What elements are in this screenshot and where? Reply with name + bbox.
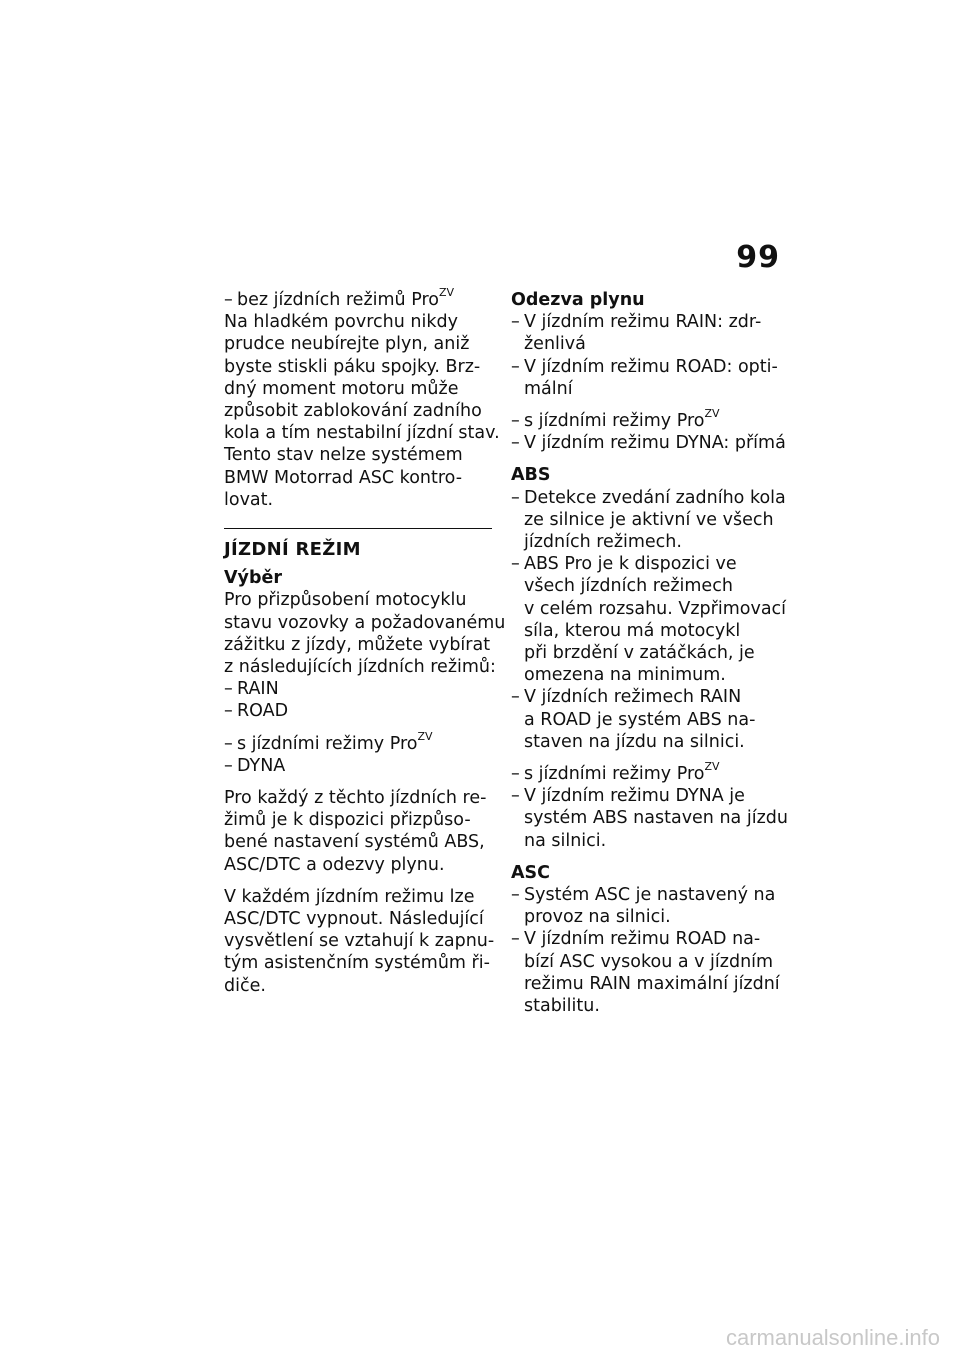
list-item-pro-label: – s jízdními režimy Pro$^{ZV}$ [224, 729, 433, 754]
list-item-pro-no-modes: – bez jízdních režimů Pro$^{ZV}$ [224, 286, 455, 310]
list-item-abs-3: – V jízdních režimech RAIN a ROAD je systém ABS na- staven na jízdu na silnici. [511, 687, 756, 752]
list-item-abs-1: – Detekce zvedání zadního kola ze silnice je aktivní ve všech jízdních režimech. [511, 487, 786, 553]
list-item-rain: – RAIN [224, 679, 279, 700]
list-item-dyna: – DYNA [224, 755, 286, 776]
list-item-road: – ROAD [224, 701, 289, 722]
intro-paragraph: Pro přizpůsobení motocyklu stavu vozovky a požadovanému zážitku z jízdy, můžete vybírat z následujících jízdních režimů: [224, 590, 506, 678]
throttle-title: Odezva plynu [511, 290, 645, 310]
right-column [511, 289, 788, 1017]
section-title: JÍZDNÍ REŽIM [224, 539, 361, 561]
warning-text: Na hladkém povrchu nikdy prudce neubírejte plyn, aniž byste stiskli páku spojky. Brz- dný moment motoru může způsobit zablokování zadního kola a tím nestabilní jízdní stav. Tento stav nelze systémem BMW Motorrad ASC kontro- lovat. [224, 312, 500, 510]
paragraph-asc-dtc: V každém jízdním režimu lze ASC/DTC vypnout. Následující vysvětlení se vztahují k zapnu- tým asistenčním systémům ři- diče. [224, 886, 495, 996]
list-item-abs-2: – ABS Pro je k dispozici ve všech jízdních režimech v celém rozsahu. Vzpřimovací síla, kterou má motocykl při brzdění v zatáčkách, je omezena na minimum. [511, 554, 787, 686]
subsection-title: Výběr [224, 568, 282, 589]
list-item-pro-label: – s jízdními režimy Pro$^{ZV}$ [511, 407, 720, 432]
paragraph-mode-settings: Pro každý z těchto jízdních re- žimů je k dispozici přizpůso- bené nastavení systémů ABS, ASC/DTC a odezvy plynu. [224, 788, 487, 875]
section-divider [224, 528, 492, 529]
page-number: 99 [736, 240, 780, 275]
list-item-pro-label-abs: – s jízdními režimy Pro$^{ZV}$ [511, 760, 720, 785]
list-item-asc-1: – Systém ASC je nastavený na provoz na silnici. [511, 885, 776, 928]
list-item-asc-2: – V jízdním režimu ROAD na- bízí ASC vysokou a v jízdním režimu RAIN maximální jízdní stabilitu. [511, 929, 780, 1017]
left-column [224, 286, 506, 997]
list-item-throttle-road: – V jízdním režimu ROAD: opti- mální [511, 356, 778, 399]
watermark: carmanualsonline.info [725, 1325, 940, 1350]
abs-title: ABS [511, 465, 551, 486]
asc-title: ASC [511, 862, 550, 883]
list-item-abs-dyna: – V jízdním režimu DYNA je systém ABS nastaven na jízdu na silnici. [511, 786, 788, 851]
list-item-throttle-rain: – V jízdním režimu RAIN: zdr- ženlivá [511, 312, 762, 355]
list-item-throttle-dyna: – V jízdním režimu DYNA: přímá [511, 433, 786, 454]
